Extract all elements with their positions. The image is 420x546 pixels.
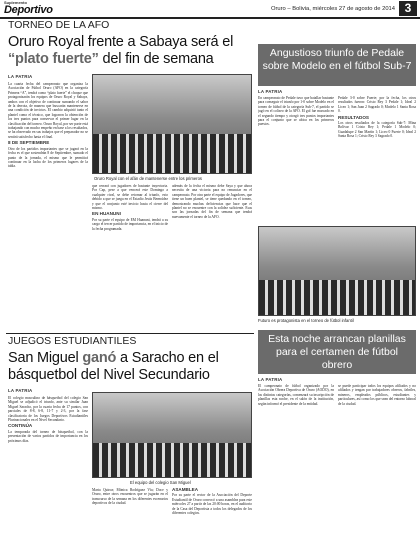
sub7-section-heading: RESULTADOS <box>338 114 369 120</box>
afo-section-heading-1: 8 DE SEPTIEMBRE <box>8 140 50 146</box>
supplement-logo <box>4 1 64 15</box>
sub7-col2-text: Pedale 3-0 sobre Fuerte; por la fecha, los otros resultados fueron: Cristo Rey 3 Pedale 1; Ideal 2 Liceo 1; San Juan 2 Sagrado 0; Modelo 1 Santa Rosa 0. <box>338 96 416 114</box>
afo-headline-post: del fin de semana <box>98 51 214 67</box>
afo-col2b-text: Por su parte el equipo de EM Huanuni, tendrá a su cargo el tercer partido de importancia, en el inicio de la fecha programada. <box>92 217 168 231</box>
basket-col3-text: Por su parte el rector de la Asociación del Deporte Estudiantil de Oruro convocó a una asamblea para este miércoles 27 a partir de las 20:00 horas, en el auditorio de la Casa del Deportista a todos los delegados de los diferentes colegios. <box>172 493 252 516</box>
basket-photo-caption: El equipo del colegio San Miguel <box>130 480 191 485</box>
afo-kicker: TORNEO DE LA AFO <box>8 19 110 31</box>
afo-col3-text: además de la fecha el mismo debe Saya y que ahora necesita de una victoria para no renunciar en el campeonato. Por otra parte el equipo de Jugadores, que tiene un buen plantel, se tiene quedando en el torneo, demostrando muchas deficiencias que hace que el plantel no se encuentre con la solidez suficiente. Esas son las jornadas del fin de semana que tendrá nuevamente el torneo de la AFO. <box>172 184 252 219</box>
basket-col1-text: El colegio masculino de básquetbol del colegio San Miguel se adjudicó el triunfo, ante su similar Juan Miguel Saracho, por la cuarta fecha de 17 puntos, con parciales de 8-8, 6-8, 11-7 y 2-3, por la fase clasificatoria de los Juegos Deportivos Estudiantiles Plurinacionales en el Nivel Secundario. <box>8 396 88 423</box>
masthead <box>0 0 420 18</box>
afo-column-3 <box>172 184 252 332</box>
logo-small-label: Suplemento <box>4 0 27 5</box>
afo-photo-caption: Oruro Royal con el afán de mantenerse entre los primeros <box>94 176 202 181</box>
basket-column-1 <box>8 396 88 542</box>
afo-headline-pre: Oruro Royal frente a Sabaya será el <box>8 34 234 50</box>
basket-photo <box>92 392 252 478</box>
futbol-headline-box <box>258 330 416 374</box>
page-number: 3 <box>399 1 417 16</box>
basket-headline-pre: San Miguel <box>8 350 83 366</box>
futbol-headline: Esta noche arrancan planillas para el certamen de fútbol obrero <box>268 333 406 371</box>
afo-section-heading-2: EN HUANUNI <box>92 211 121 217</box>
afo-source: LA PATRIA <box>8 74 33 79</box>
sub7-headline-box <box>258 44 416 86</box>
sub7-column-1 <box>258 96 334 220</box>
afo-headline <box>8 34 253 68</box>
afo-column-2 <box>92 184 168 332</box>
sub7-col2b-text: Los otros resultados de la categoría Sub-7: Mina Bolívar 1 Cristo Rey 1; Pedale 1 Modelo 0; Guadalupe 2 San Martín 1; Liceo 0 Fuerte 0; Ideal 2 Santa Rosa 1; Cristo Rey 3 Sagrado 0. <box>338 121 416 139</box>
basket-headline-post: a Saracho en el básquetbol del Nivel Secundario <box>8 350 219 383</box>
sub7-column-2 <box>338 96 416 220</box>
sub7-photo-caption: Futuro es protagonista en el torneo de fútbol infantil <box>258 318 354 323</box>
sub7-source: LA PATRIA <box>258 89 283 94</box>
sub7-col1-text: En campeonato de Pedale tuvo que batallar bastante para conseguir el triunfo por 1-0 sobre Modelo en el torneo de fútbol de la categoría Sub-7, el partido se jugó en el coliseo de la AFO. El gol fue marcado en el segundo tiempo y otorgó tres puntos importantes para el conjunto que se ubica en los primeros puestos. <box>258 96 334 127</box>
basket-headline <box>8 350 253 384</box>
futbol-column-1 <box>258 384 334 542</box>
basket-column-2 <box>92 488 168 542</box>
basket-headline-highlight: ganó <box>82 350 117 366</box>
basket-col1b-text: La temporada del torneo de básquetbol, con la presentación de varios partidos de importancia en los próximos días. <box>8 429 88 443</box>
basket-col2-text: Marta Quiroz; Mónica Rodríguez Vía; Doce y Oruro, entre otros encuentros que se jugarán en el transcurso de la semana en los diferentes escenarios deportivos de la ciudad. <box>92 488 168 506</box>
afo-col2-text: que cerrará con jugadores de bastante trayectoria. Por Cap, pese a que vencerá este Domingo a cualquier rival, se debe retornar al triunfo, esto debido a que se juega en el Estadio Jesús Bermúdez y que el conjunto esté invicto hasta el cierre del mismo. <box>92 184 168 211</box>
afo-headline-highlight: “plato fuerte” <box>8 51 99 67</box>
basket-column-3 <box>172 488 252 542</box>
sub7-photo <box>258 226 416 316</box>
dateline: Oruro – Bolivia, miércoles 27 de agosto de 2014 <box>270 6 395 12</box>
basket-kicker: JUEGOS ESTUDIANTILES <box>8 335 137 347</box>
futbol-source: LA PATRIA <box>258 377 283 382</box>
logo-main-label: Deportivo <box>4 4 53 16</box>
futbol-col1-text: El campeonato de fútbol organizado por la Asociación Obrera Deportiva de Oruro (AODO), en las distintas categorías, comenzará su inscripción de planillas esta noche, en el salón de la institución, según informó el presidente de la entidad. <box>258 384 334 406</box>
basket-section-heading-2: ASAMBLEA <box>172 488 199 492</box>
futbol-col2-text: se puede participar todos los equipos afiliados y no afiliados y tengan por trabajadores obreros, fabriles, mineros, empleados públicos, estudiantes y particulares, así como los que sean del entorno laboral de la ciudad. <box>338 384 416 406</box>
afo-column-1 <box>8 82 88 332</box>
futbol-column-2 <box>338 384 416 542</box>
basket-section-heading: CONTINÚA <box>8 423 33 429</box>
basket-source: LA PATRIA <box>8 388 33 393</box>
section-divider <box>6 333 254 334</box>
afo-col1b-text: Otro de los partidos importantes que se jugará en la fecha es el que sostendrán 8 de Septiembre, sumado el punto de la jornada, el mismo que le permitirá continuar en la lucha de los primeros lugares de la tabla. <box>8 146 88 169</box>
afo-photo <box>92 74 252 174</box>
afo-col1-text: La cuarta fecha del campeonato que organiza la Asociación de Fútbol Oruro (AFO) en la categoría Primera “A”, tendrá como “plato fuerte” el choque que protagonizarán los equipos de Oruro Royal y Sabaya, ambos con el objetivo de continuar sumando el sabor de la derrota, de manera que buscarán mantenerse en una condición de invictos. El cambio adquirió tanto el plantel como el técnico, que lograron la obtención de los tres puntos para conservar el primer lugar en la clasificación del torneo. Oruro Royal, por ser parte está trabajando con mucho empeño en base a los resultados, se ha observado en sus trabajos que el preparador no se sentirá satisfecho hasta el final. <box>8 82 88 139</box>
sub7-headline: Angustioso triunfo de Pedale sobre Modelo en el fútbol Sub-7 <box>262 47 412 72</box>
